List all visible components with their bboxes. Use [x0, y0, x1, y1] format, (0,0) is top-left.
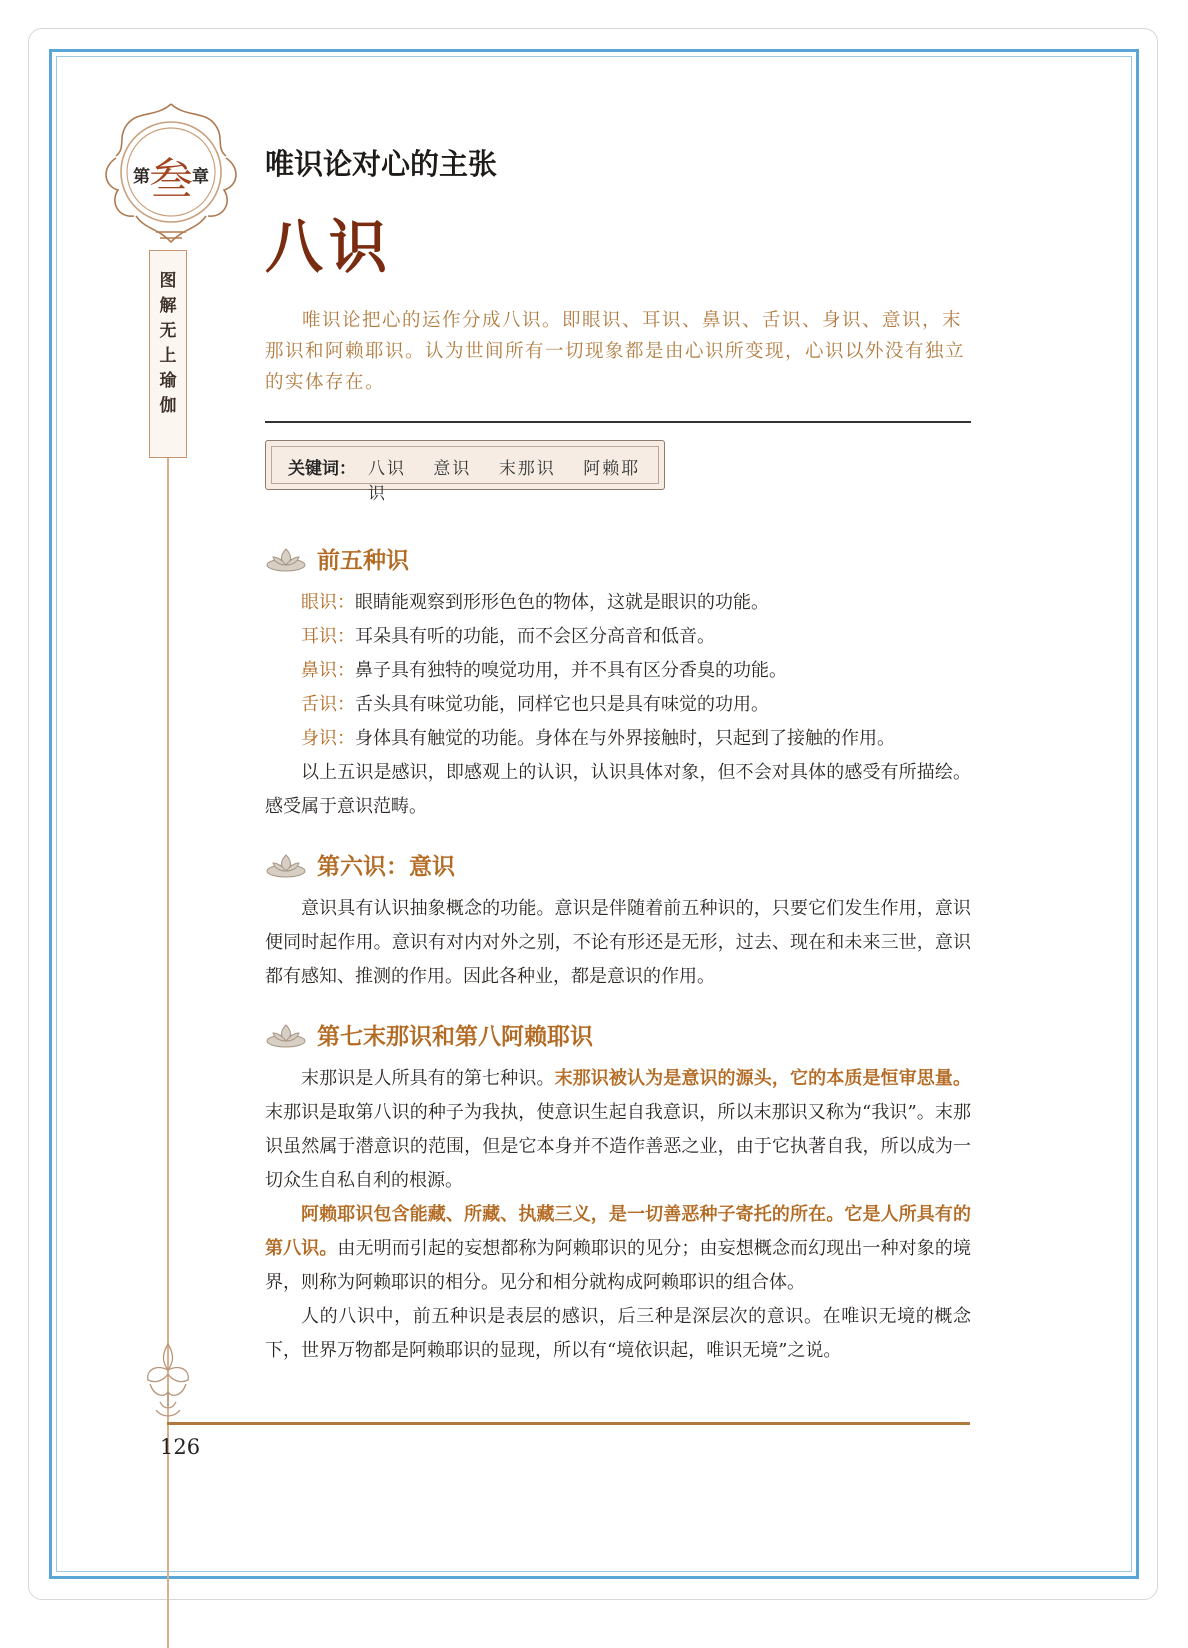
page-title: 八识 — [265, 213, 394, 281]
book-title-vertical — [150, 269, 186, 419]
emblem-center: 叁 — [149, 154, 193, 205]
section-body — [265, 1062, 971, 1368]
lotus-ornament-icon — [140, 1340, 196, 1420]
entry-term: 舌识： — [301, 694, 355, 715]
intro-paragraph: 唯识论把心的运作分成八识。即眼识、耳识、鼻识、舌识、身识、意识，末那识和阿赖耶识。认为世间所有一切现象都是由心识所变现，心识以外没有独立的实体存在。 — [265, 310, 966, 393]
keywords-box — [265, 440, 665, 504]
emblem-left: 第 — [133, 167, 150, 187]
entry-row — [265, 722, 971, 756]
keywords-label: 关键词： — [288, 459, 356, 479]
lotus-bullet-icon — [265, 545, 307, 573]
section-title: 第六识：意识 — [317, 854, 455, 880]
page-number: 126 — [160, 1435, 201, 1459]
text-run: 由无明而引起的妄想都称为阿赖耶识的见分；由妄想概念而幻现出一种对象的境界，则称为阿赖耶识的相分。见分和相分就构成阿赖耶识的组合体。 — [265, 1238, 971, 1293]
paragraph: 以上五识是感识，即感观上的认识，认识具体对象，但不会对具体的感受有所描绘。感受属于意识范畴。 — [265, 762, 971, 817]
divider — [265, 421, 971, 423]
paragraph: 人的八识中，前五种识是表层的感识，后三种是深层次的意识。在唯识无境的概念下，世界万物都是阿赖耶识的显现，所以有“境依识起，唯识无境”之说。 — [265, 1306, 971, 1361]
entry-row — [265, 586, 971, 620]
paragraph — [265, 1062, 971, 1198]
entry-text: 身体具有触觉的功能。身体在与外界接触时，只起到了接触的作用。 — [355, 728, 895, 749]
section-title: 前五种识 — [317, 548, 409, 574]
keyword-item: 意识 — [433, 459, 472, 479]
lotus-bullet-icon — [265, 851, 307, 879]
keyword-item: 阿赖耶识 — [368, 459, 641, 504]
book-title-tab — [149, 250, 187, 458]
entry-text: 眼睛能观察到形形色色的物体，这就是眼识的功能。 — [355, 592, 769, 613]
keywords-list — [368, 454, 664, 504]
footer-rule — [167, 1422, 970, 1425]
spine-line — [167, 458, 169, 1648]
entry-text: 鼻子具有独特的嗅觉功用，并不具有区分香臭的功能。 — [355, 660, 787, 681]
paragraph — [265, 1198, 971, 1300]
entry-term: 耳识： — [301, 626, 355, 647]
highlight-text: 末那识被认为是意识的源头，它的本质是恒审思量。 — [554, 1068, 972, 1089]
section-title: 第七末那识和第八阿赖耶识 — [317, 1024, 593, 1050]
paragraph: 意识具有认识抽象概念的功能。意识是伴随着前五种识的，只要它们发生作用，意识便同时起作用。意识有对内对外之别，不论有形还是无形，过去、现在和未来三世，意识都有感知、推测的作用。因此各种业，都是意识的作用。 — [265, 898, 971, 987]
chapter-title: 唯识论对心的主张 — [265, 147, 498, 181]
entry-text: 耳朵具有听的功能，而不会区分高音和低音。 — [355, 626, 715, 647]
text-run: 末那识是取第八识的种子为我执，使意识生起自我意识，所以末那识又称为“我识”。末那识虽然属于潜意识的范围，但是它本身并不造作善恶之业，由于它执著自我，所以成为一切众生自私自利的根源。 — [265, 1102, 971, 1191]
ornament-icon — [96, 98, 246, 248]
book-title-text: 图解无上瑜伽 — [159, 271, 177, 416]
entry-term: 眼识： — [301, 592, 355, 613]
entry-row — [265, 654, 971, 688]
text-run: 末那识是人所具有的第七种识。 — [301, 1068, 555, 1089]
chapter-emblem — [96, 98, 246, 248]
lotus-bullet-icon — [265, 1021, 307, 1049]
keyword-item: 末那识 — [498, 459, 556, 479]
highlight-text: 阿赖耶识包含能藏、所藏、执藏三义，是一切善恶种子寄托的所在。它是人所具有的第八识。 — [265, 1204, 971, 1259]
emblem-right: 章 — [192, 167, 209, 187]
section-body — [265, 892, 971, 994]
entry-term: 鼻识： — [301, 660, 355, 681]
entry-row — [265, 688, 971, 722]
section-body — [265, 586, 971, 824]
entry-term: 身识： — [301, 728, 355, 749]
entry-text: 舌头具有味觉功能，同样它也只是具有味觉的功用。 — [355, 694, 769, 715]
keyword-item: 八识 — [368, 459, 406, 479]
entry-row — [265, 620, 971, 654]
